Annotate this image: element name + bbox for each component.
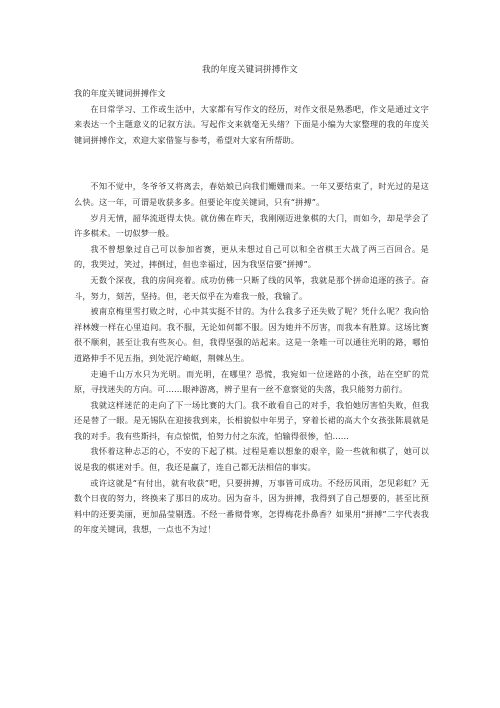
article-subtitle: 我的年度关键词拼搏作文 <box>74 88 166 98</box>
document-title: 我的年度关键词拼搏作文 <box>202 65 298 75</box>
body-paragraph-8: 我怀着这种忐忑的心，不安的下起了棋。过程是难以想象的艰辛，险一些就和棋了，她可以说是我的棋迷对手。但，我还是赢了，连自己都无法相信的事实。 <box>74 446 429 473</box>
article-body <box>74 86 429 538</box>
body-paragraph-1: 不知不觉中，冬爷爷又将离去，春姑娘已向我们姗姗而来。一年又要结束了，时光过的是这么快。这一年，可谓是收获多多。但要论年度关键词，只有“拼搏”。 <box>74 181 429 207</box>
body-paragraph-6: 走遍千山万水只为光明。而光明，在哪里？恐慌，我宛如一位迷路的小孩，站在空旷的荒原，寻找迷失的方向。可……眼神游离，辨子里有一丝不意察觉的失落，我只能努力前行。 <box>74 368 429 395</box>
body-paragraph-2: 岁月无情，韶华流逝得太快。就仿佛在昨天，我刚刚迈进象棋的大门，而如今，却是学会了许多棋术。一切似梦一般。 <box>74 212 429 239</box>
body-paragraph-5: 被南京梅里雪打败之时，心中其实挺不甘的。为什么我多子还失败了呢？凭什么呢？我向恰祥林嫂一样在心里追问。我不服，无论如何都不服。因为她并不厉害，而我本有胜算。这场比赛很不顺利，甚至让我有些灰心。但，我得坚强的站起来。这是一条唯一可以通往光明的路，哪怕道路伸手不见五指，到处泥泞崎岖，荆棘丛生。 <box>74 306 429 363</box>
body-paragraph-7: 我就这样迷茫的走向了下一场比赛的大门。我不敢看自己的对手，我怕她厉害怕失败，但我还是替了一眼。是无锡队在迎接我到来，长相貌似中年男子，穿着长裙的高大个女孩张陈晨就是我的对手。我有些斯抖，有点惊慌，怕努力付之东流，怕输得很惨，怕…… <box>74 399 429 441</box>
body-paragraph-4: 无数个深夜，我的房间亮着。成功仿佛一只断了线的风筝，我就是那个拼命追逐的孩子。奋斗，努力，刻苦，坚持。但，老天似乎在为难我一般，我输了。 <box>74 274 429 301</box>
body-paragraph-3: 我不曾想象过自己可以参加省赛，更从未想过自己可以和全省棋王大战了两三百回合。是的，我哭过，笑过，摔倒过，但也幸福过，因为我坚信要“拼搏”。 <box>74 243 429 270</box>
intro-paragraph: 在日常学习、工作或生活中，大家都有写作文的经历，对作文很是熟悉吧，作文是通过文字来表达一个主题意义的记叙方法。写起作文来就毫无头绪？下面是小编为大家整理的我的年度关键词拼搏作文，欢迎大家借鉴与参考，希望对大家有所帮助。 <box>74 103 429 145</box>
body-paragraph-9: 或许这就是“有付出，就有收获”吧，只要拼搏，万事皆可成功。不经历风雨，怎见彩虹？无数个日夜的努力，终换来了那日的成功。因为奋斗，因为拼搏，我得到了自己想要的，甚至比预料中的还要美丽，更加晶莹剔透。不经一番彻骨寒，怎得梅花扑鼻香？如果用“拼搏”二字代表我的年度关键词，我想，一点也不为过！ <box>74 477 429 535</box>
